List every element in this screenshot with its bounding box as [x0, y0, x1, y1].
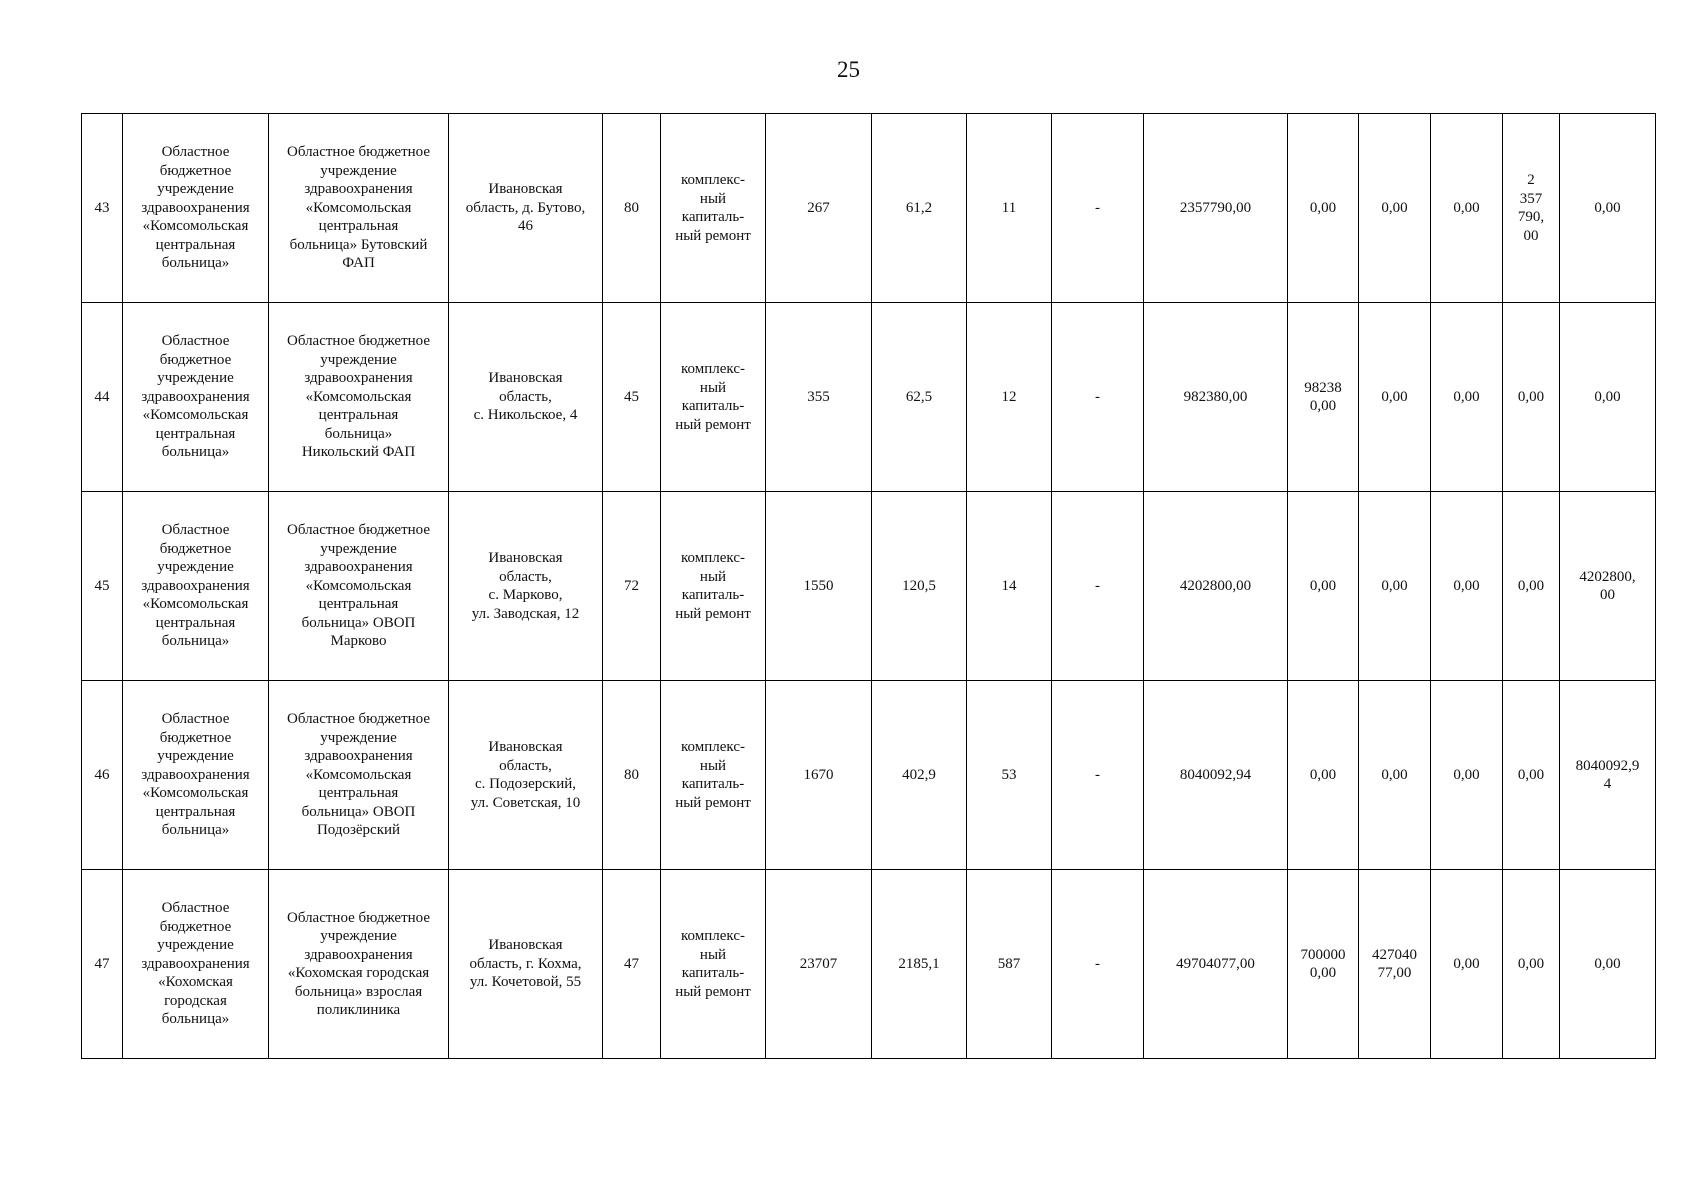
total-cost-cell: 982380,00 [1144, 303, 1288, 492]
amount-cell: 700000 0,00 [1288, 870, 1359, 1059]
amount-cell: 4202800, 00 [1560, 492, 1656, 681]
address-cell: Ивановская область, с. Подозерский, ул. Советская, 10 [449, 681, 603, 870]
page-number: 25 [837, 57, 860, 82]
value-cell: - [1052, 870, 1144, 1059]
year-cell: 72 [603, 492, 661, 681]
value-cell: 1670 [766, 681, 872, 870]
amount-cell: 0,00 [1503, 303, 1560, 492]
amount-cell: 0,00 [1359, 303, 1431, 492]
value-cell: 1550 [766, 492, 872, 681]
amount-cell: 0,00 [1288, 114, 1359, 303]
amount-cell: 2 357 790, 00 [1503, 114, 1560, 303]
value-cell: - [1052, 303, 1144, 492]
amount-cell: 0,00 [1503, 492, 1560, 681]
value-cell: 61,2 [872, 114, 967, 303]
value-cell: 267 [766, 114, 872, 303]
address-cell: Ивановская область, д. Бутово, 46 [449, 114, 603, 303]
row-number-cell: 44 [82, 303, 123, 492]
work-type-cell: комплекс- ный капиталь- ный ремонт [661, 114, 766, 303]
value-cell: 23707 [766, 870, 872, 1059]
value-cell: - [1052, 492, 1144, 681]
amount-cell: 0,00 [1503, 681, 1560, 870]
year-cell: 45 [603, 303, 661, 492]
year-cell: 80 [603, 114, 661, 303]
amount-cell: 0,00 [1560, 303, 1656, 492]
value-cell: 587 [967, 870, 1052, 1059]
facility-cell: Областное бюджетное учреждение здравоохранения «Комсомольская центральная больница» ОВОП Марково [269, 492, 449, 681]
institution-cell: Областное бюджетное учреждение здравоохранения «Кохомская городская больница» [123, 870, 269, 1059]
address-cell: Ивановская область, г. Кохма, ул. Кочетовой, 55 [449, 870, 603, 1059]
year-cell: 80 [603, 681, 661, 870]
amount-cell: 98238 0,00 [1288, 303, 1359, 492]
amount-cell: 8040092,9 4 [1560, 681, 1656, 870]
amount-cell: 0,00 [1431, 303, 1503, 492]
total-cost-cell: 49704077,00 [1144, 870, 1288, 1059]
row-number-cell: 45 [82, 492, 123, 681]
amount-cell: 0,00 [1503, 870, 1560, 1059]
amount-cell: 427040 77,00 [1359, 870, 1431, 1059]
institution-cell: Областное бюджетное учреждение здравоохранения «Комсомольская центральная больница» [123, 303, 269, 492]
work-type-cell: комплекс- ный капиталь- ный ремонт [661, 681, 766, 870]
institution-cell: Областное бюджетное учреждение здравоохранения «Комсомольская центральная больница» [123, 114, 269, 303]
table-row [82, 114, 1656, 303]
amount-cell: 0,00 [1431, 492, 1503, 681]
amount-cell: 0,00 [1288, 681, 1359, 870]
total-cost-cell: 2357790,00 [1144, 114, 1288, 303]
work-type-cell: комплекс- ный капиталь- ный ремонт [661, 870, 766, 1059]
facilities-table [81, 113, 1656, 1059]
value-cell: 62,5 [872, 303, 967, 492]
value-cell: 14 [967, 492, 1052, 681]
value-cell: - [1052, 114, 1144, 303]
table-row [82, 681, 1656, 870]
value-cell: 12 [967, 303, 1052, 492]
table-row [82, 492, 1656, 681]
amount-cell: 0,00 [1560, 114, 1656, 303]
institution-cell: Областное бюджетное учреждение здравоохранения «Комсомольская центральная больница» [123, 492, 269, 681]
amount-cell: 0,00 [1288, 492, 1359, 681]
amount-cell: 0,00 [1359, 114, 1431, 303]
value-cell: 53 [967, 681, 1052, 870]
address-cell: Ивановская область, с. Марково, ул. Заводская, 12 [449, 492, 603, 681]
institution-cell: Областное бюджетное учреждение здравоохранения «Комсомольская центральная больница» [123, 681, 269, 870]
value-cell: 355 [766, 303, 872, 492]
total-cost-cell: 8040092,94 [1144, 681, 1288, 870]
amount-cell: 0,00 [1431, 870, 1503, 1059]
year-cell: 47 [603, 870, 661, 1059]
table-row [82, 870, 1656, 1059]
row-number-cell: 43 [82, 114, 123, 303]
amount-cell: 0,00 [1359, 681, 1431, 870]
amount-cell: 0,00 [1431, 114, 1503, 303]
amount-cell: 0,00 [1359, 492, 1431, 681]
table-row [82, 303, 1656, 492]
value-cell: 2185,1 [872, 870, 967, 1059]
value-cell: 11 [967, 114, 1052, 303]
amount-cell: 0,00 [1560, 870, 1656, 1059]
row-number-cell: 47 [82, 870, 123, 1059]
facility-cell: Областное бюджетное учреждение здравоохранения «Комсомольская центральная больница» Никольский ФАП [269, 303, 449, 492]
facility-cell: Областное бюджетное учреждение здравоохранения «Комсомольская центральная больница» Бутовский ФАП [269, 114, 449, 303]
row-number-cell: 46 [82, 681, 123, 870]
value-cell: 120,5 [872, 492, 967, 681]
work-type-cell: комплекс- ный капиталь- ный ремонт [661, 303, 766, 492]
total-cost-cell: 4202800,00 [1144, 492, 1288, 681]
facility-cell: Областное бюджетное учреждение здравоохранения «Комсомольская центральная больница» ОВОП Подозёрский [269, 681, 449, 870]
facility-cell: Областное бюджетное учреждение здравоохранения «Кохомская городская больница» взрослая поликлиника [269, 870, 449, 1059]
value-cell: - [1052, 681, 1144, 870]
address-cell: Ивановская область, с. Никольское, 4 [449, 303, 603, 492]
amount-cell: 0,00 [1431, 681, 1503, 870]
work-type-cell: комплекс- ный капиталь- ный ремонт [661, 492, 766, 681]
value-cell: 402,9 [872, 681, 967, 870]
